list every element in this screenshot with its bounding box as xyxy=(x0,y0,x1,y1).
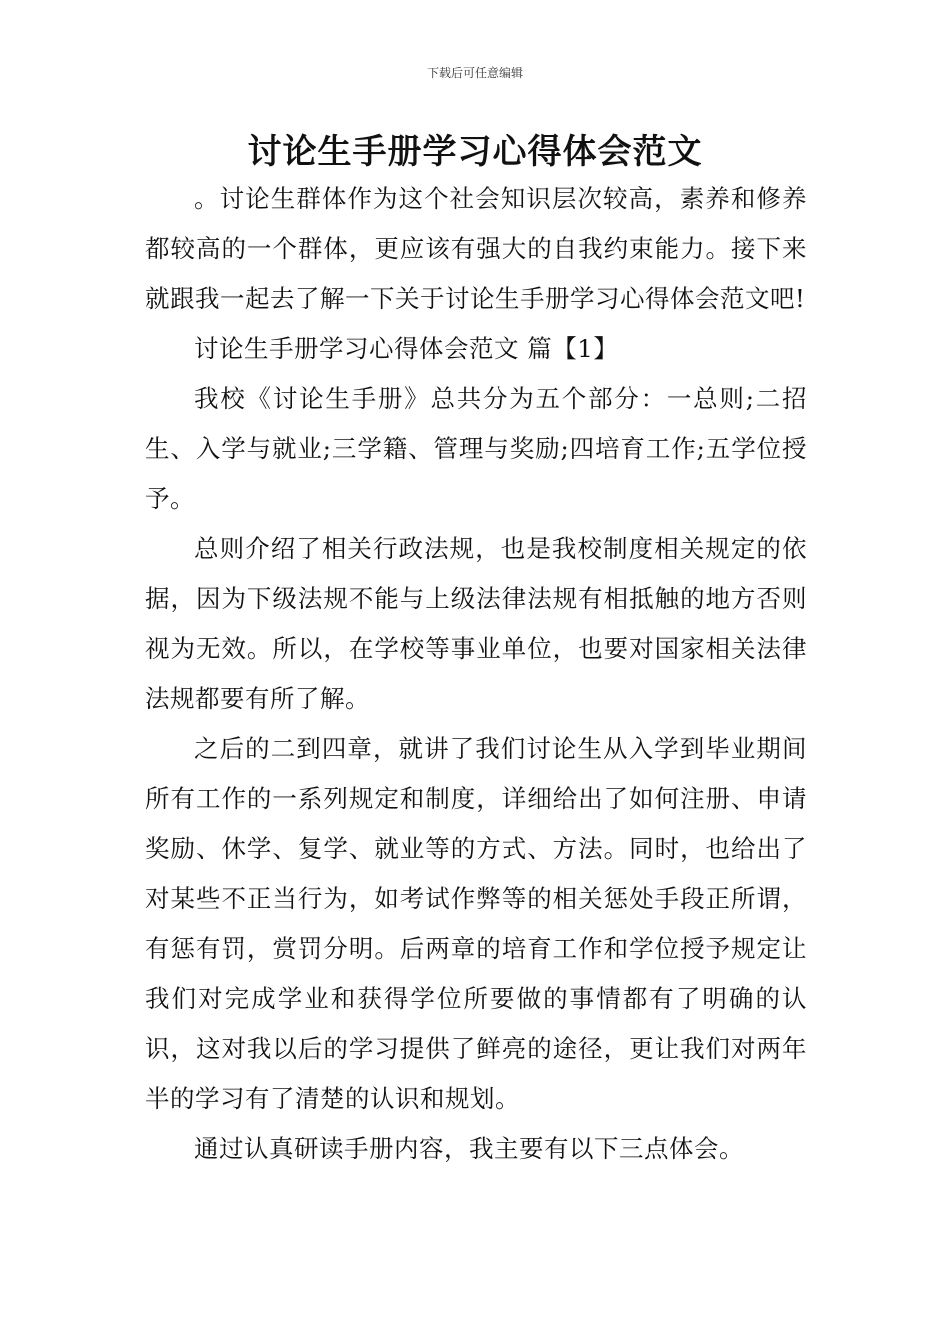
intro-paragraph: 。讨论生群体作为这个社会知识层次较高，素养和修养都较高的一个群体，更应该有强大的自我约束能力。接下来就跟我一起去了解一下关于讨论生手册学习心得体会范文吧! xyxy=(145,184,807,313)
body-paragraph: 通过认真研读手册内容，我主要有以下三点体会。 xyxy=(194,1134,744,1163)
header-note: 下载后可任意编辑 xyxy=(426,66,523,80)
document-title: 讨论生手册学习心得体会范文 xyxy=(247,132,703,172)
body-paragraph: 总则介绍了相关行政法规，也是我校制度相关规定的依据，因为下级法规不能与上级法律法规有相抵触的地方否则视为无效。所以，在学校等事业单位，也要对国家相关法律法规都要有所了解。 xyxy=(145,534,807,713)
body-paragraph: 之后的二到四章，就讲了我们讨论生从入学到毕业期间所有工作的一系列规定和制度，详细给出了如何注册、申请奖励、休学、复学、就业等的方式、方法。同时，也给出了对某些不正当行为，如考试作弊等的相关惩处手段正所谓，有惩有罚，赏罚分明。后两章的培育工作和学位授予规定让我们对完成学业和获得学位所要做的事情都有了明确的认识，这对我以后的学习提供了鲜亮的途径，更让我们对两年半的学习有了清楚的认识和规划。 xyxy=(145,734,807,1113)
body-paragraph: 我校《讨论生手册》总共分为五个部分：一总则;二招生、入学与就业;三学籍、管理与奖励;四培育工作;五学位授予。 xyxy=(145,384,807,513)
section-heading: 讨论生手册学习心得体会范文 篇【1】 xyxy=(194,334,619,363)
document-body xyxy=(145,174,807,1174)
